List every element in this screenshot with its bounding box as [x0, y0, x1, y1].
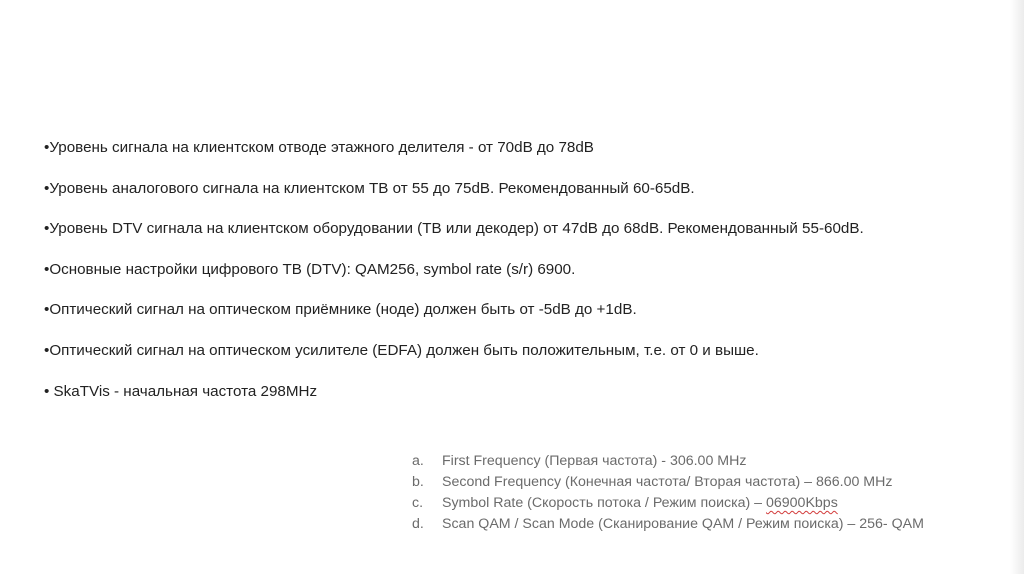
bullet-item: •Основные настройки цифрового ТВ (DTV): QAM256, symbol rate (s/r) 6900. — [44, 260, 576, 278]
settings-item-second-frequency — [412, 472, 1002, 493]
bullet-item: •Оптический сигнал на оптическом усилителе (EDFA) должен быть положительным, т.е. от 0 и выше. — [44, 341, 759, 359]
bullet-item: • SkaTVis - начальная частота 298MHz — [44, 382, 318, 400]
settings-marker: a. — [412, 453, 424, 469]
settings-text-main: Symbol Rate (Скорость потока / Режим поиска) – — [442, 495, 766, 511]
settings-text — [442, 493, 838, 514]
settings-marker: d. — [412, 516, 424, 532]
settings-text: Second Frequency (Конечная частота/ Вторая частота) – 866.00 MHz — [442, 474, 893, 490]
settings-marker: b. — [412, 474, 424, 490]
settings-item-symbol-rate — [412, 493, 1002, 514]
settings-list — [412, 451, 1002, 535]
slide-edge-shadow — [1010, 0, 1024, 574]
bullet-item: •Уровень сигнала на клиентском отводе этажного делителя - от 70dB до 78dB — [44, 139, 594, 156]
settings-text: First Frequency (Первая частота) - 306.00 MHz — [442, 453, 747, 469]
settings-marker: c. — [412, 495, 424, 511]
bullet-item: •Уровень DTV сигнала на клиентском оборудовании (ТВ или декодер) от 47dB до 68dB. Рекомендованный 55-60dB. — [44, 220, 864, 238]
settings-text: Scan QAM / Scan Mode (Сканирование QAM / Режим поиска) – 256- QAM — [442, 516, 924, 532]
settings-item-scan-qam — [412, 514, 1002, 535]
symbol-rate-value: 06900Kbps — [766, 495, 838, 511]
bullet-item: •Уровень аналогового сигнала на клиентском ТВ от 55 до 75dB. Рекомендованный 60-65dB. — [44, 179, 695, 197]
bullet-item: •Оптический сигнал на оптическом приёмнике (ноде) должен быть от -5dB до +1dB. — [44, 301, 637, 319]
settings-item-first-frequency — [412, 451, 1002, 472]
bullet-list — [44, 138, 1004, 422]
